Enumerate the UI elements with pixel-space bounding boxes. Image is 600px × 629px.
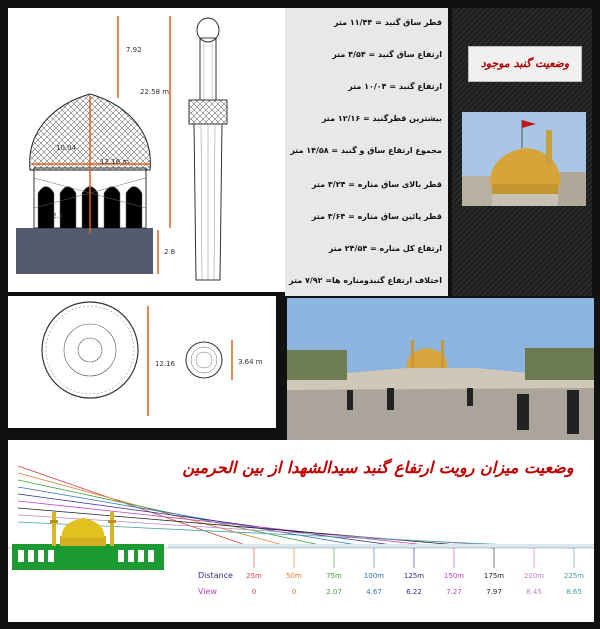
dome-elevation-drawing [8,8,285,292]
distance-value: 150m [443,572,465,580]
distance-value: 100m [363,572,385,580]
distance-value: 50m [286,572,302,580]
spec-minaret-bottom-diameter: قطر پائین ساق مناره = ۳/۶۴ متر [311,212,442,221]
spec-drum-diameter: قطر ساق گنبد = ۱۱/۴۴ متر [333,18,442,27]
ground-band [168,544,594,548]
distance-value: 125m [403,572,425,580]
view-value: 2.07 [326,588,342,596]
dome-base [16,228,153,274]
bein-al-haramain-photo [287,298,594,440]
spec-drum-height: ارتفاع ساق گنبد = ۴/۵۴ متر [332,50,442,59]
shrine-dome-photo [462,112,586,206]
distance-ticks [246,548,584,580]
visibility-chart-title: وضعیت میزان رویت ارتفاع گنبد سیدالشهدا از بین الحرمین [182,458,574,477]
shrine-silhouette [12,512,164,570]
spec-dome-max-diameter: بیشترین قطرگنبد = ۱۲/۱۶ متر [321,114,442,123]
view-value: 4.67 [366,588,382,596]
base-height-label: 2.8 [164,248,176,256]
spec-minaret-top-diameter: قطر بالای ساق مناره = ۳/۲۴ متر [311,180,442,189]
distance-value: 225m [563,572,585,580]
dome-plan-circle [42,302,138,398]
spec-height-difference: اختلاف ارتفاع گنبدومناره ها= ۷/۹۲ متر [288,276,442,285]
view-value: 7.97 [486,588,502,596]
dome-elevation-svg [8,8,285,292]
top-height-label: 7.92 [126,46,142,54]
plan-minaret-diameter-label: 3.64 m [238,358,263,366]
view-value: 8.65 [566,588,582,596]
drum-label: 2.1 [52,212,64,220]
view-row-label: View [198,587,217,596]
distance-value: 75m [326,572,342,580]
plan-view-drawing [8,296,276,428]
distance-value: 200m [523,572,545,580]
distance-row-label: Distance [198,571,233,580]
view-value: 0 [251,588,257,596]
dome-width-label: 12.16 m [100,158,130,166]
view-value: 6.22 [406,588,422,596]
view-value: 8.45 [526,588,542,596]
existing-dome-title: وضعیت گنبد موجود [468,46,582,82]
spec-dome-height: ارتفاع گنبد = ۱۰/۰۴ متر [348,82,442,91]
dome-inner-label: 10.04 [56,144,77,152]
minaret-plan-circle [186,342,222,378]
view-values [252,588,582,596]
view-value: 0 [291,588,297,596]
spec-minaret-height: ارتفاع کل مناره = ۲۴/۵۴ متر [328,244,442,253]
view-value: 7.27 [446,588,462,596]
total-height-label: 22.58 m [140,88,170,96]
visibility-chart-svg [8,440,594,622]
minaret-drawing [189,18,227,280]
plan-dome-diameter-label: 12.16 [155,360,176,368]
distance-value: 25m [246,572,262,580]
visibility-chart-panel [8,440,594,622]
spec-total-height: مجموع ارتفاع ساق و گنبد = ۱۴/۵۸ متر [290,146,442,155]
existing-dome-panel [452,8,592,296]
dome-specifications [285,8,448,296]
distance-value: 175m [483,572,505,580]
